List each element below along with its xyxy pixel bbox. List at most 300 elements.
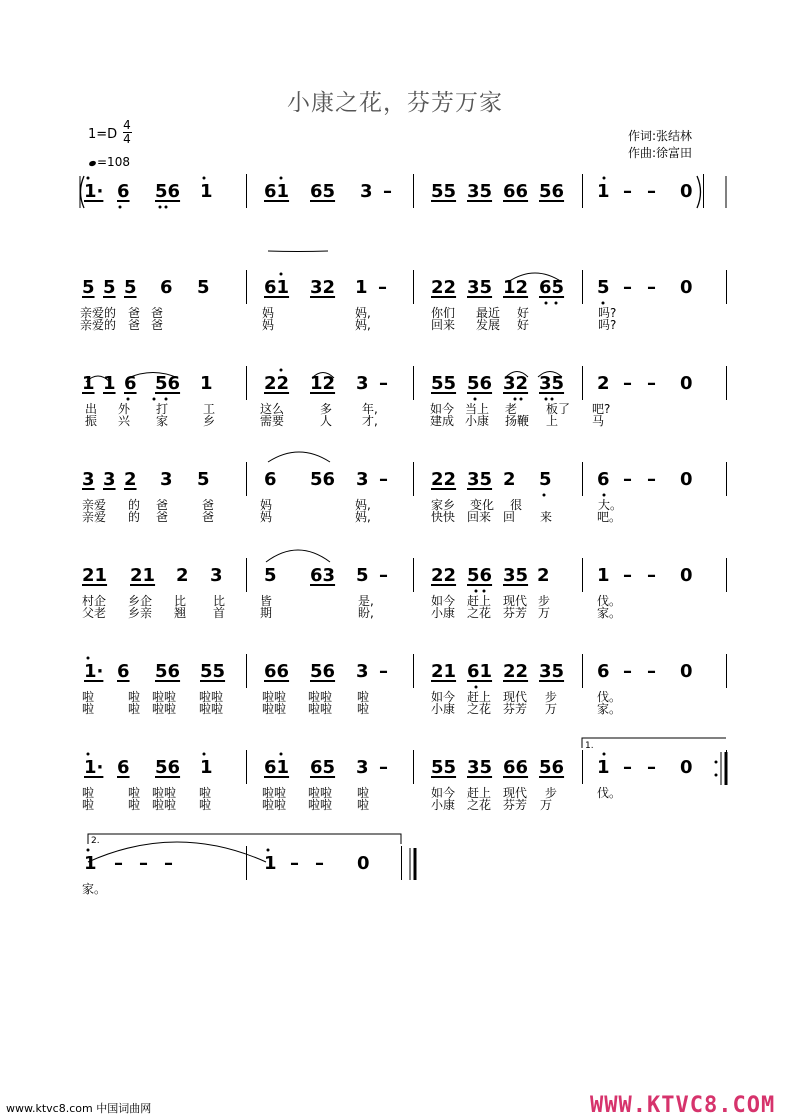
lyric-verse-1: 啦啦 (262, 786, 287, 800)
note: 1 (597, 565, 610, 586)
bar-line (413, 270, 414, 304)
note: 2 (176, 565, 189, 586)
note: – (623, 469, 632, 490)
lyric-verse-1: 如今 (431, 594, 456, 608)
note: 1· (84, 181, 104, 202)
lyric-verse-2: 快快 (431, 510, 456, 524)
lyric-verse-1: 出 (85, 402, 98, 416)
low-octave-dot (551, 398, 554, 401)
bar-line (413, 462, 414, 496)
lyric-verse-2: 吗? (598, 318, 617, 332)
note: 6 (597, 661, 610, 682)
lyric-verse-2: 啦啦 (262, 798, 287, 812)
lyric-verse-2: 期 (260, 606, 273, 620)
lyric-verse-2: 扬鞭 (505, 414, 530, 428)
note: 1 (355, 277, 368, 298)
volta-2-label: 2. (91, 836, 100, 846)
lyric-verse-1: 年, (362, 402, 378, 416)
lyric-verse-1: 家乡 (431, 498, 456, 512)
note: 5 (539, 469, 552, 490)
lyric-verse-2: 才, (362, 414, 378, 428)
note: 55 (431, 757, 457, 778)
note: 6 (117, 181, 130, 202)
lyric-verse-2: 爸 (202, 510, 215, 524)
note: 5 (197, 277, 210, 298)
quarter-note-icon (88, 160, 96, 167)
bar-line (246, 366, 247, 400)
note: 2 (597, 373, 610, 394)
note: – (379, 565, 388, 586)
note: 2 (124, 469, 137, 490)
time-bottom: 4 (123, 132, 131, 146)
note: – (647, 565, 656, 586)
high-octave-dot (603, 177, 606, 180)
lyric-verse-1: 比 (174, 594, 187, 608)
note: 5 (124, 277, 137, 298)
note: 56 (310, 661, 336, 682)
high-octave-dot (87, 849, 90, 852)
time-signature (121, 119, 133, 146)
lyric-verse-2: 小康 (431, 798, 456, 812)
low-octave-dot (545, 302, 548, 305)
note: 5 (197, 469, 210, 490)
bar-line (246, 558, 247, 592)
bar-line (582, 654, 583, 688)
bar-line (726, 558, 727, 592)
note: 66 (264, 661, 290, 682)
note: 6 (117, 757, 130, 778)
lyric-verse-1: 工 (203, 402, 216, 416)
bar-line (246, 654, 247, 688)
note: 1 (82, 373, 95, 394)
bar-line (413, 366, 414, 400)
note: 56 (155, 757, 181, 778)
lyric-verse-2: 首 (213, 606, 226, 620)
note: 22 (264, 373, 290, 394)
lyric-verse-2: 乡 (203, 414, 216, 428)
note: 55 (200, 661, 226, 682)
lyric-verse-2: 妈, (355, 510, 371, 524)
note: 61 (264, 757, 290, 778)
bar-line (582, 558, 583, 592)
note: 12 (310, 373, 336, 394)
low-octave-dot (520, 398, 523, 401)
note: 56 (155, 661, 181, 682)
lyricist: 作词:张结林 (628, 129, 693, 143)
lyric-verse-2: 爸 (156, 510, 169, 524)
lyric-verse-2: 爸 (128, 318, 141, 332)
footer-left: www.ktvc8.com 中国词曲网 (6, 1102, 152, 1115)
lyric-verse-1: 亲爱 (82, 498, 107, 512)
note: 22 (431, 565, 457, 586)
note: 5 (356, 565, 369, 586)
lyric-verse-2: 啦 (199, 798, 212, 812)
lyric-verse-2: 啦 (82, 702, 95, 716)
footer-right: WWW.KTVC8.COM (590, 1093, 776, 1118)
lyric-verse-2: 家 (156, 414, 169, 428)
lyric-verse-2: 父老 (82, 606, 107, 620)
low-octave-dot (165, 398, 168, 401)
lyric-verse-1: 啦啦 (308, 690, 333, 704)
lyric-verse-1: 啦啦 (308, 786, 333, 800)
note: 21 (82, 565, 108, 586)
lyric-verse-2: 上 (546, 414, 559, 428)
volta-1-bracket (582, 738, 726, 748)
lyric-verse-1: 家。 (82, 882, 107, 896)
note: 21 (130, 565, 156, 586)
bar-line (726, 654, 727, 688)
lyric-verse-1: 大。 (598, 498, 623, 512)
lyric-verse-2: 芬芳 (503, 606, 528, 620)
closing-bracket (697, 176, 701, 208)
note: – (647, 661, 656, 682)
note: 66 (503, 181, 529, 202)
page-title: 小康之花，芬芳万家 (287, 90, 503, 116)
lyric-verse-2: 之花 (467, 798, 492, 812)
lyric-verse-2: 回来 (431, 318, 456, 332)
lyric-verse-2: 啦啦 (199, 702, 224, 716)
low-octave-dot (514, 398, 517, 401)
tempo-value: =108 (97, 155, 130, 169)
lyric-verse-1: 啦 (82, 690, 95, 704)
note: 35 (539, 661, 565, 682)
high-octave-dot (87, 753, 90, 756)
note: 3 (160, 469, 173, 490)
lyric-verse-1: 吧? (592, 402, 611, 416)
note: 21 (431, 661, 457, 682)
low-octave-dot (603, 494, 606, 497)
high-octave-dot (87, 177, 90, 180)
note: 56 (155, 373, 181, 394)
bar-line (246, 846, 247, 880)
slur (266, 550, 330, 562)
note: 61 (264, 277, 290, 298)
lyric-verse-1: 啦啦 (152, 786, 177, 800)
note: 22 (431, 469, 457, 490)
note: 35 (467, 469, 493, 490)
note: 5 (264, 565, 277, 586)
lyric-verse-1: 啦啦 (199, 690, 224, 704)
bar-line (413, 174, 414, 208)
lyric-verse-2: 的 (128, 510, 141, 524)
lyric-verse-2: 之花 (467, 606, 492, 620)
bar-line (726, 462, 727, 496)
lyric-verse-1: 妈, (355, 306, 371, 320)
lyric-verse-2: 万 (545, 702, 558, 716)
bar-line (726, 366, 727, 400)
high-octave-dot (280, 273, 283, 276)
low-octave-dot (119, 206, 122, 209)
lyric-verse-1: 如今 (431, 786, 456, 800)
bar-line (246, 174, 247, 208)
lyric-verse-2: 啦 (128, 798, 141, 812)
volta-2-bracket (88, 834, 401, 844)
lyric-verse-2: 振 (85, 414, 98, 428)
bar-line (246, 462, 247, 496)
lyric-verse-1: 伐。 (597, 594, 622, 608)
lyric-verse-1: 当上 (465, 402, 490, 416)
note: 35 (467, 181, 493, 202)
lyric-verse-2: 来 (540, 510, 553, 524)
lyric-verse-2: 啦啦 (152, 798, 177, 812)
lyric-verse-2: 发展 (476, 318, 501, 332)
lyric-verse-2: 人 (320, 414, 333, 428)
lyric-verse-2: 好 (517, 318, 530, 332)
bar-line (413, 654, 414, 688)
note: 3 (103, 469, 116, 490)
note: – (290, 853, 299, 874)
note: – (623, 757, 632, 778)
note: 56 (539, 757, 565, 778)
note: 56 (467, 373, 493, 394)
lyric-verse-1: 如今 (430, 402, 455, 416)
lyric-verse-2: 需要 (260, 414, 285, 428)
low-octave-dot (475, 686, 478, 689)
lyric-verse-2: 芬芳 (503, 798, 528, 812)
lyric-verse-1: 啦 (128, 786, 141, 800)
lyric-verse-2: 兴 (118, 414, 131, 428)
low-octave-dot (602, 302, 605, 305)
slur (268, 251, 328, 252)
lyric-verse-2: 万 (540, 798, 553, 812)
lyric-verse-2: 家。 (597, 702, 622, 716)
lyric-verse-1: 吗? (598, 306, 617, 320)
low-octave-dot (159, 206, 162, 209)
lyric-verse-2: 啦 (357, 702, 370, 716)
lyric-verse-2: 芬芳 (503, 702, 528, 716)
low-octave-dot (475, 590, 478, 593)
lyric-verse-1: 老 (505, 402, 518, 416)
note: 0 (680, 469, 693, 490)
lyric-verse-1: 赶上 (467, 594, 492, 608)
bar-line (246, 270, 247, 304)
lyric-verse-1: 现代 (503, 594, 528, 608)
note: 22 (431, 277, 457, 298)
note: 1 (200, 181, 213, 202)
lyric-verse-2: 小康 (465, 414, 490, 428)
lyric-verse-1: 伐。 (597, 786, 622, 800)
lyric-verse-1: 啦 (357, 690, 370, 704)
note: 65 (310, 181, 336, 202)
repeat-dot (715, 774, 718, 777)
note: 35 (503, 565, 529, 586)
note: 6 (124, 373, 137, 394)
lyric-verse-1: 外 (118, 402, 131, 416)
lyric-verse-1: 你们 (431, 306, 456, 320)
note: – (378, 277, 387, 298)
lyric-verse-2: 盼, (358, 606, 374, 620)
note: – (623, 373, 632, 394)
note: 55 (431, 373, 457, 394)
bar-line (413, 558, 414, 592)
note: – (647, 277, 656, 298)
note: 3 (82, 469, 95, 490)
note: 2 (503, 469, 516, 490)
bar-line (726, 750, 727, 784)
note: 3 (356, 661, 369, 682)
note: 1· (84, 757, 104, 778)
lyric-verse-1: 啦啦 (152, 690, 177, 704)
lyric-verse-2: 亲爱 (82, 510, 107, 524)
lyric-verse-1: 啦 (82, 786, 95, 800)
high-octave-dot (87, 657, 90, 660)
note: 3 (360, 181, 373, 202)
lyric-verse-2: 乡亲 (128, 606, 153, 620)
lyric-verse-2: 翘 (174, 606, 187, 620)
lyric-verse-1: 村企 (82, 594, 107, 608)
bar-line (703, 174, 704, 208)
note: 63 (310, 565, 336, 586)
bar-line (726, 270, 727, 304)
low-octave-dot (165, 206, 168, 209)
lyric-verse-1: 妈, (355, 498, 371, 512)
note: 61 (467, 661, 493, 682)
note: 1 (84, 853, 97, 874)
note: – (164, 853, 173, 874)
note: 1· (84, 661, 104, 682)
lyric-verse-2: 妈 (260, 510, 273, 524)
lyric-verse-2: 马 (592, 414, 605, 428)
lyric-verse-2: 之花 (467, 702, 492, 716)
lyric-verse-1: 变化 (470, 498, 495, 512)
lyric-verse-1: 啦 (199, 786, 212, 800)
note: 0 (680, 757, 693, 778)
volta-1-label: 1. (585, 741, 594, 751)
note: 1 (264, 853, 277, 874)
lyric-verse-1: 现代 (503, 786, 528, 800)
high-octave-dot (203, 177, 206, 180)
lyric-verse-1: 皆 (260, 594, 273, 608)
low-octave-dot (545, 398, 548, 401)
composer: 作曲:徐富田 (628, 146, 693, 160)
note: 1 (597, 181, 610, 202)
lyric-verse-1: 多 (320, 402, 333, 416)
lyric-verse-2: 吧。 (597, 510, 622, 524)
lyric-verse-1: 比 (213, 594, 226, 608)
note: 3 (210, 565, 223, 586)
lyric-verse-2: 回 (503, 510, 516, 524)
note: 6 (117, 661, 130, 682)
note: 0 (680, 373, 693, 394)
note: – (383, 181, 392, 202)
lyric-verse-1: 啦啦 (262, 690, 287, 704)
lyric-verse-2: 小康 (431, 702, 456, 716)
note: 3 (356, 373, 369, 394)
note: – (315, 853, 324, 874)
lyric-verse-2: 妈 (262, 318, 275, 332)
note: – (114, 853, 123, 874)
high-octave-dot (280, 753, 283, 756)
low-octave-dot (483, 590, 486, 593)
lyric-verse-1: 亲爱的 (80, 306, 117, 320)
note: – (623, 661, 632, 682)
note: 3 (356, 469, 369, 490)
note: 56 (155, 181, 181, 202)
note: 61 (264, 181, 290, 202)
lyric-verse-2: 啦 (128, 702, 141, 716)
bar-line (582, 750, 583, 784)
note: – (623, 565, 632, 586)
lyric-verse-1: 乡企 (128, 594, 153, 608)
note: 0 (680, 565, 693, 586)
note: 1 (200, 373, 213, 394)
bar-line (582, 174, 583, 208)
note: 5 (82, 277, 95, 298)
note: – (139, 853, 148, 874)
key-signature: 1=D (88, 127, 118, 142)
note: – (623, 277, 632, 298)
lyric-verse-2: 家。 (597, 606, 622, 620)
lyric-verse-1: 步 (545, 690, 558, 704)
note: 5 (103, 277, 116, 298)
note: 6 (597, 469, 610, 490)
note: 65 (310, 757, 336, 778)
note: 6 (264, 469, 277, 490)
note: 55 (431, 181, 457, 202)
lyric-verse-1: 爸 (202, 498, 215, 512)
high-octave-dot (280, 177, 283, 180)
note: – (647, 373, 656, 394)
note: 0 (680, 181, 693, 202)
note: 5 (597, 277, 610, 298)
note: 6 (160, 277, 173, 298)
lyric-verse-1: 这么 (260, 402, 285, 416)
low-octave-dot (543, 494, 546, 497)
note: – (647, 469, 656, 490)
note: 1 (200, 757, 213, 778)
high-octave-dot (203, 753, 206, 756)
lyric-verse-1: 妈 (262, 306, 275, 320)
note: 12 (503, 277, 529, 298)
lyric-verse-2: 建成 (430, 414, 455, 428)
lyric-verse-1: 赶上 (467, 786, 492, 800)
bar-line (582, 270, 583, 304)
note: 0 (357, 853, 370, 874)
lyric-verse-1: 的 (128, 498, 141, 512)
tempo-mark (89, 155, 130, 169)
note: 65 (539, 277, 565, 298)
note: – (623, 181, 632, 202)
lyric-verse-1: 好 (517, 306, 530, 320)
note: 32 (310, 277, 336, 298)
note: 56 (310, 469, 336, 490)
high-octave-dot (280, 369, 283, 372)
lyric-verse-1: 爸 (128, 306, 141, 320)
low-octave-dot (127, 398, 130, 401)
note: 3 (356, 757, 369, 778)
bar-line (582, 366, 583, 400)
lyric-verse-2: 啦 (357, 798, 370, 812)
low-octave-dot (474, 398, 477, 401)
lyric-verse-1: 很 (510, 498, 523, 512)
lyric-verse-1: 爸 (151, 306, 164, 320)
lyric-verse-2: 小康 (431, 606, 456, 620)
note: 56 (539, 181, 565, 202)
lyric-verse-2: 回来 (467, 510, 492, 524)
lyric-verse-1: 啦 (128, 690, 141, 704)
note: 35 (467, 757, 493, 778)
lyric-verse-1: 赶上 (467, 690, 492, 704)
bar-line (413, 750, 414, 784)
note: 35 (467, 277, 493, 298)
lyric-verse-2: 啦啦 (308, 798, 333, 812)
slur (268, 452, 330, 462)
note: 22 (503, 661, 529, 682)
lyric-verse-1: 步 (545, 786, 558, 800)
lyric-verse-1: 是, (358, 594, 374, 608)
bar-line (246, 750, 247, 784)
lyric-verse-2: 啦 (82, 798, 95, 812)
